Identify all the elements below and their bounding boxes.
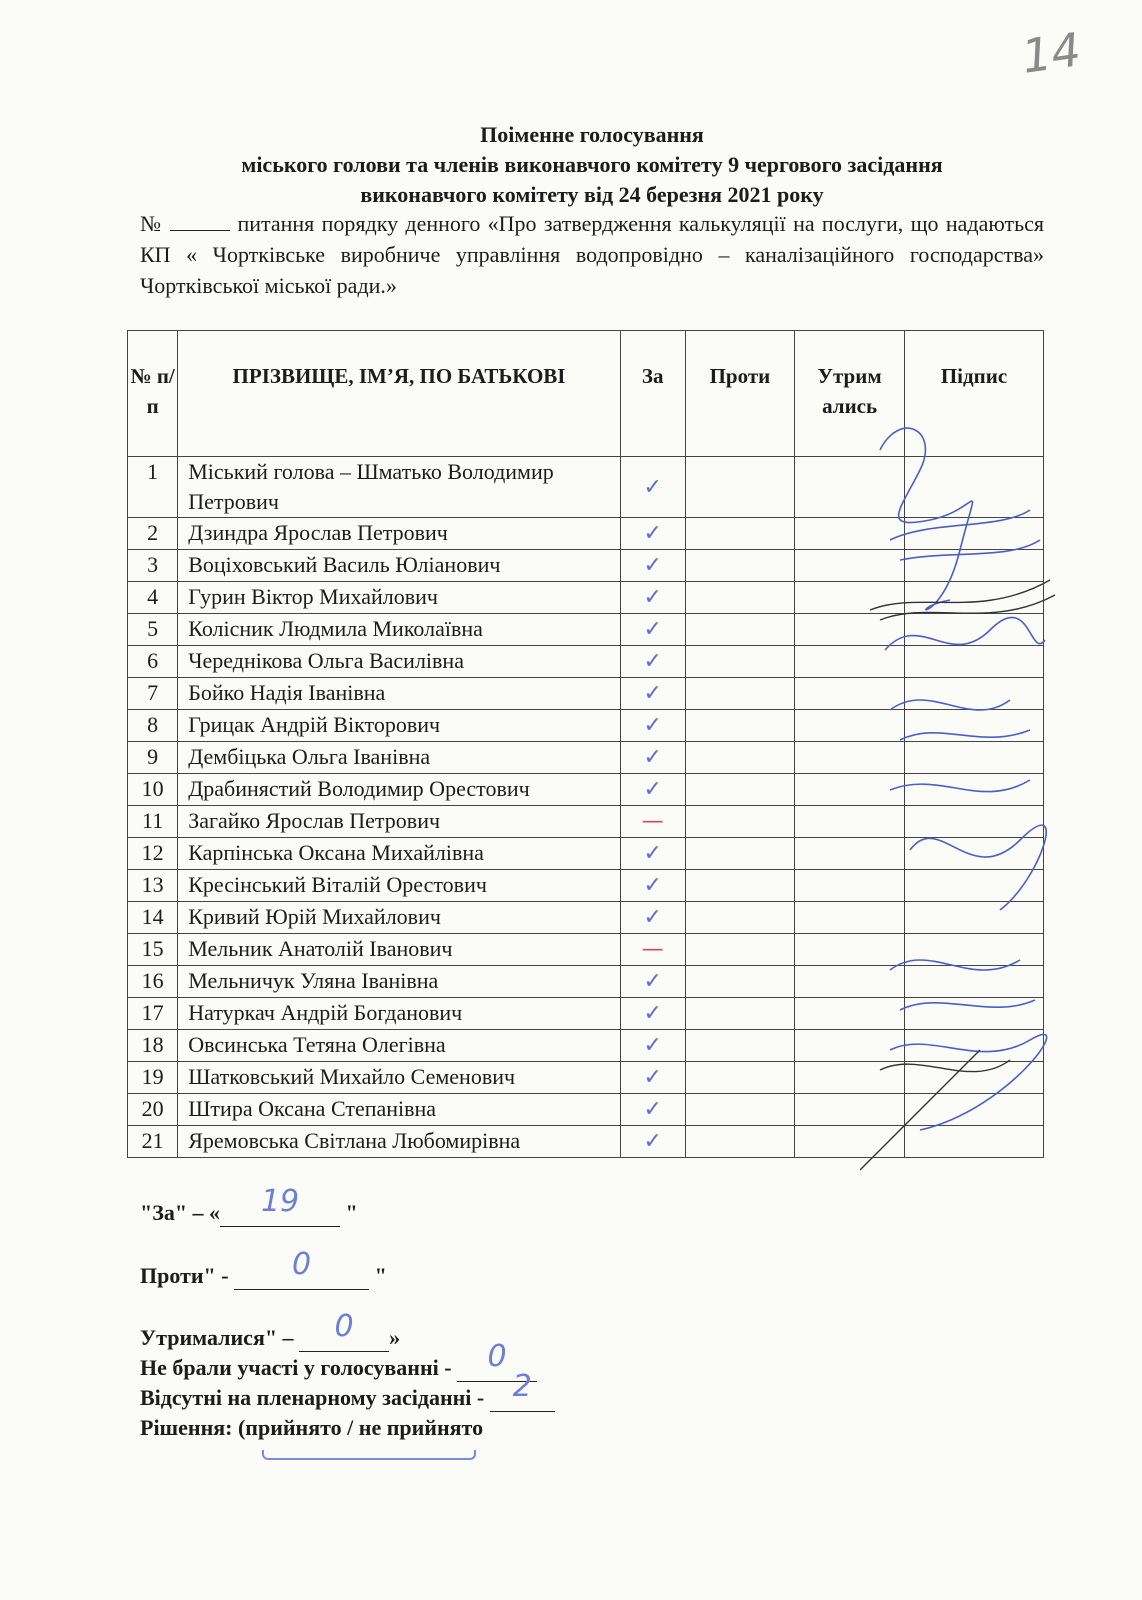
vote-against-cell [685,1062,795,1094]
vote-abstained-cell [795,902,905,934]
summary-for-value: 19 [260,1184,300,1219]
vote-for-cell [620,646,685,678]
table-row [128,934,1044,966]
signature-cell [904,582,1043,614]
header-signature: Підпис [904,331,1043,457]
vote-for-cell [620,998,685,1030]
checkmark-icon: ✓ [643,585,662,610]
header-against: Проти [685,331,795,457]
summary-against-blank [234,1247,369,1290]
signature-cell [904,710,1043,742]
checkmark-icon: ✓ [643,1065,662,1090]
row-number: 16 [128,966,178,998]
vote-abstained-cell [795,582,905,614]
row-number: 15 [128,934,178,966]
checkmark-icon: ✓ [643,745,662,770]
row-number: 2 [128,518,178,550]
checkmark-icon: ✓ [643,553,662,578]
member-name: Драбинястий Володимир Орестович [178,774,621,806]
summary-abstained-value: 0 [334,1309,354,1344]
checkmark-icon: ✓ [643,1033,662,1058]
row-number: 12 [128,838,178,870]
signature-cell [904,646,1043,678]
table-row [128,902,1044,934]
signature-cell [904,742,1043,774]
summary-against-value: 0 [292,1247,312,1282]
table-header-row [128,331,1044,457]
summary-against-label: Проти" - [140,1263,229,1288]
agenda-number-blank [170,230,230,231]
vote-abstained-cell [795,966,905,998]
vote-abstained-cell [795,870,905,902]
table-row [128,806,1044,838]
vote-for-cell [620,966,685,998]
member-name: Мельничук Уляна Іванівна [178,966,621,998]
vote-against-cell [685,710,795,742]
summary-against [140,1247,387,1290]
vote-for-cell [620,774,685,806]
vote-abstained-cell [795,646,905,678]
checkmark-icon: ✓ [643,873,662,898]
row-number: 14 [128,902,178,934]
member-name: Колісник Людмила Миколаївна [178,614,621,646]
checkmark-icon: ✓ [643,1097,662,1122]
table-row [128,838,1044,870]
summary-not-voted [140,1339,537,1382]
vote-abstained-cell [795,742,905,774]
table-row [128,457,1044,518]
table-row [128,678,1044,710]
row-number: 17 [128,998,178,1030]
table-row [128,966,1044,998]
vote-against-cell [685,838,795,870]
table-row [128,870,1044,902]
row-number: 18 [128,1030,178,1062]
member-name: Овсинська Тетяна Олегівна [178,1030,621,1062]
table-row [128,550,1044,582]
vote-against-cell [685,774,795,806]
signature-cell [904,1062,1043,1094]
vote-for-cell [620,582,685,614]
checkmark-icon: ✓ [643,649,662,674]
signature-cell [904,934,1043,966]
vote-against-cell [685,518,795,550]
member-name: Штира Оксана Степанівна [178,1094,621,1126]
agenda-text: питання порядку денного «Про затвердження калькуляції на послуги, що надаються КП « Чортківське виробниче управління водопровідно – каналізаційного господарства» Чортківської міської ради.» [140,211,1045,298]
signature-cell [904,518,1043,550]
vote-abstained-cell [795,1062,905,1094]
vote-for-cell [620,550,685,582]
header-name: ПРІЗВИЩЕ, ІМ’Я, ПО БАТЬКОВІ [178,331,621,457]
checkmark-icon: ✓ [643,713,662,738]
roll-call-table [127,330,1044,1158]
table-row [128,518,1044,550]
table-row [128,742,1044,774]
row-number: 21 [128,1126,178,1158]
summary-decision [140,1415,483,1441]
dash-mark-icon: — [641,937,664,962]
member-name: Мельник Анатолій Іванович [178,934,621,966]
checkmark-icon: ✓ [643,841,662,866]
member-name: Череднікова Ольга Василівна [178,646,621,678]
vote-for-cell [620,1062,685,1094]
summary-abstained-end: » [389,1325,401,1350]
summary-absent [140,1369,555,1412]
agenda-prefix: № [140,211,163,236]
vote-against-cell [685,966,795,998]
signature-cell [904,614,1043,646]
row-number: 20 [128,1094,178,1126]
vote-for-cell [620,1030,685,1062]
vote-against-cell [685,998,795,1030]
checkmark-icon: ✓ [643,905,662,930]
summary-abstained-blank [299,1309,389,1352]
vote-abstained-cell [795,518,905,550]
member-name: Кресінський Віталій Орестович [178,870,621,902]
vote-against-cell [685,678,795,710]
header-for: За [620,331,685,457]
signature-cell [904,806,1043,838]
document-title [140,120,1044,210]
vote-abstained-cell [795,806,905,838]
vote-against-cell [685,902,795,934]
checkmark-icon: ✓ [643,681,662,706]
signature-cell [904,1030,1043,1062]
title-line-3: виконавчого комітету від 24 березня 2021 року [360,182,824,207]
row-number: 5 [128,614,178,646]
vote-against-cell [685,646,795,678]
table-row [128,1094,1044,1126]
vote-abstained-cell [795,774,905,806]
vote-abstained-cell [795,614,905,646]
vote-for-cell [620,678,685,710]
summary-absent-blank [490,1369,555,1412]
vote-for-cell [620,806,685,838]
vote-against-cell [685,457,795,518]
table-row [128,1062,1044,1094]
vote-abstained-cell [795,550,905,582]
summary-not-voted-value: 0 [487,1339,507,1374]
header-num: № п/п [128,331,178,457]
row-number: 9 [128,742,178,774]
page-number: 14 [1018,22,1085,84]
checkmark-icon: ✓ [643,474,662,500]
vote-abstained-cell [795,998,905,1030]
summary-abstained-label: Утрималися" – [140,1325,294,1350]
summary-absent-label: Відсутні на пленарному засіданні - [140,1385,485,1410]
row-number: 13 [128,870,178,902]
dash-mark-icon: — [641,809,664,834]
summary-decision-label: Рішення: (прийнято / не прийнято [140,1415,484,1440]
row-number: 1 [128,457,178,518]
signature-cell [904,838,1043,870]
row-number: 7 [128,678,178,710]
signature-cell [904,1126,1043,1158]
header-abstained: Утрим ались [795,331,905,457]
checkmark-icon: ✓ [643,777,662,802]
row-number: 8 [128,710,178,742]
member-name: Карпінська Оксана Михайлівна [178,838,621,870]
member-name: Міський голова – Шматько Володимир Петрович [178,457,621,518]
vote-against-cell [685,582,795,614]
agenda-item [140,208,1044,301]
summary-for-end: " [345,1200,358,1225]
table-row [128,1030,1044,1062]
signature-cell [904,550,1043,582]
table-row [128,998,1044,1030]
vote-abstained-cell [795,1126,905,1158]
member-name: Загайко Ярослав Петрович [178,806,621,838]
row-number: 10 [128,774,178,806]
signature-cell [904,678,1043,710]
member-name: Гурин Віктор Михайлович [178,582,621,614]
table-body [128,457,1044,1158]
member-name: Шатковський Михайло Семенович [178,1062,621,1094]
member-name: Дембіцька Ольга Іванівна [178,742,621,774]
signature-cell [904,966,1043,998]
table-row [128,774,1044,806]
checkmark-icon: ✓ [643,1129,662,1154]
row-number: 11 [128,806,178,838]
vote-against-cell [685,934,795,966]
title-line-1: Поіменне голосування [480,122,704,147]
signature-cell [904,902,1043,934]
row-number: 4 [128,582,178,614]
row-number: 19 [128,1062,178,1094]
checkmark-icon: ✓ [643,617,662,642]
signature-cell [904,1094,1043,1126]
title-line-2: міського голови та членів виконавчого комітету 9 чергового засідання [241,152,943,177]
summary-absent-value: 2 [512,1369,532,1404]
summary-abstained [140,1309,401,1352]
checkmark-icon: ✓ [643,521,662,546]
vote-for-cell [620,457,685,518]
table-row [128,614,1044,646]
table-row [128,1126,1044,1158]
vote-for-cell [620,1126,685,1158]
vote-against-cell [685,742,795,774]
vote-against-cell [685,1126,795,1158]
row-number: 6 [128,646,178,678]
vote-for-cell [620,1094,685,1126]
vote-abstained-cell [795,838,905,870]
vote-for-cell [620,710,685,742]
vote-for-cell [620,614,685,646]
vote-abstained-cell [795,710,905,742]
vote-for-cell [620,902,685,934]
decision-handwritten-mark [262,1450,476,1460]
vote-against-cell [685,1094,795,1126]
member-name: Бойко Надія Іванівна [178,678,621,710]
vote-against-cell [685,550,795,582]
member-name: Грицак Андрій Вікторович [178,710,621,742]
summary-for-blank [220,1184,340,1227]
vote-abstained-cell [795,1030,905,1062]
signature-cell [904,870,1043,902]
vote-against-cell [685,614,795,646]
table-row [128,646,1044,678]
signature-cell [904,998,1043,1030]
vote-abstained-cell [795,1094,905,1126]
vote-abstained-cell [795,934,905,966]
member-name: Кривий Юрій Михайлович [178,902,621,934]
table-row [128,710,1044,742]
vote-abstained-cell [795,678,905,710]
row-number: 3 [128,550,178,582]
member-name: Дзиндра Ярослав Петрович [178,518,621,550]
member-name: Натуркач Андрій Богданович [178,998,621,1030]
vote-for-cell [620,838,685,870]
member-name: Воціховський Василь Юліанович [178,550,621,582]
summary-not-voted-label: Не брали участі у голосуванні - [140,1355,452,1380]
summary-against-end: " [374,1263,387,1288]
table-row [128,582,1044,614]
signature-cell [904,457,1043,518]
vote-for-cell [620,870,685,902]
vote-against-cell [685,806,795,838]
checkmark-icon: ✓ [643,969,662,994]
checkmark-icon: ✓ [643,1001,662,1026]
vote-for-cell [620,518,685,550]
summary-for [140,1184,358,1227]
summary-for-label: "За" – « [140,1200,221,1225]
vote-for-cell [620,934,685,966]
vote-against-cell [685,1030,795,1062]
vote-for-cell [620,742,685,774]
member-name: Яремовська Світлана Любомирівна [178,1126,621,1158]
vote-against-cell [685,870,795,902]
signature-cell [904,774,1043,806]
vote-abstained-cell [795,457,905,518]
